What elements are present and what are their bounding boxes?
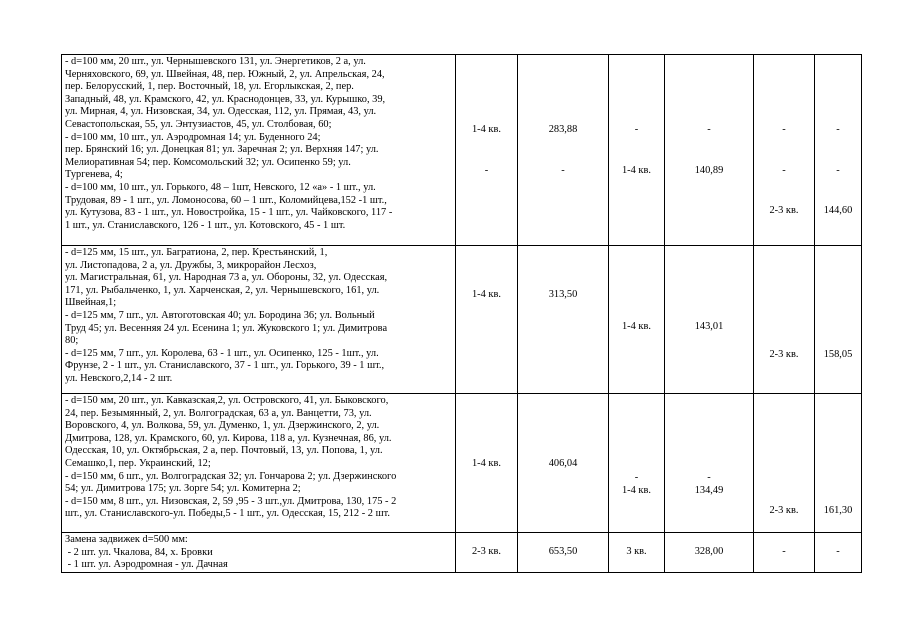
description-line: ул. Листопадова, 2 а, ул. Дружбы, 3, микрорайон Лесхоз,: [65, 259, 317, 271]
description-line: Севастопольская, 55, ул. Энтузиастов, 45, ул. Столбовая, 60;: [65, 118, 332, 130]
amount-value: 140,89: [694, 165, 724, 176]
period-value: 2-3 кв.: [769, 205, 799, 216]
description-line: Швейная,1;: [65, 297, 117, 309]
amount-cell: [665, 55, 754, 246]
description-line: шт., ул. Станиславского-ул. Победы,5 - 1 шт., ул. Одесская, 15, 212 - 2 шт.: [65, 508, 390, 520]
table-row: [62, 55, 862, 246]
amount-value: -: [561, 165, 565, 176]
description-line: - 2 шт. ул. Чкалова, 84, х. Бровки: [65, 546, 213, 558]
period-cell: [609, 55, 665, 246]
description-line: - d=125 мм, 7 шт., ул. Автоготовская 40; ул. Бородина 36; ул. Вольный: [65, 309, 375, 321]
description-line: - d=100 мм, 10 шт., ул. Аэродромная 14; ул. Буденного 24;: [65, 131, 321, 143]
description-line: ул. Магистральная, 61, ул. Народная 73 а, ул. Обороны, 32, ул. Одесская,: [65, 272, 388, 284]
description-line: - d=125 мм, 15 шт., ул. Багратиона, 2, пер. Крестьянский, 1,: [65, 247, 328, 258]
period-value: 1-4 кв.: [621, 485, 651, 496]
table-row: [62, 394, 862, 533]
works-table: [61, 54, 862, 573]
table-row: [62, 533, 862, 573]
amount-cell: [815, 55, 862, 246]
amount-value: 161,30: [823, 505, 853, 516]
amount-value: -: [836, 165, 840, 176]
work-description: [62, 394, 456, 533]
description-line: Западный, 48, ул. Крамского, 42, ул. Краснодонцев, 33, ул. Курышко, 39,: [65, 93, 386, 105]
work-description: [62, 533, 456, 573]
description-line: 171, ул. Рыбальченко, 1, ул. Харченская, 2, ул. Чернышевского, 161, ул.: [65, 284, 380, 296]
period-value: 1-4 кв.: [471, 124, 501, 135]
period-value: -: [782, 165, 786, 176]
amount-value: 653,50: [548, 546, 578, 557]
amount-cell: [815, 533, 862, 573]
amount-value: 144,60: [823, 205, 853, 216]
description-line: Трудовая, 89 - 1 шт., ул. Ломоносова, 60 – 1 шт., Коломийцева,152 -1 шт.,: [65, 194, 387, 206]
period-value: -: [484, 165, 489, 176]
amount-value: -: [707, 124, 711, 135]
description-line: ул. Кутузова, 83 - 1 шт., ул. Новостройка, 15 - 1 шт., ул. Чайковского, 117 -: [65, 207, 393, 219]
description-line: Фрунзе, 2 - 1 шт., ул. Станиславского, 37 - 1 шт., ул. Горького, 39 - 1 шт.,: [65, 360, 385, 372]
amount-value: 406,04: [548, 458, 578, 469]
amount-cell: [665, 394, 754, 533]
period-value: 2-3 кв.: [769, 349, 799, 360]
period-value: 1-4 кв.: [471, 458, 501, 469]
amount-value: 143,01: [694, 321, 724, 332]
description-line: Одесская, 10, ул. Октябрьская, 2 а, пер. Почтовый, 13, ул. Попова, 1, ул.: [65, 445, 383, 457]
description-line: - d=100 мм, 10 шт., ул. Горького, 48 – 1шт, Невского, 12 «а» - 1 шт., ул.: [65, 181, 376, 193]
period-cell: [609, 394, 665, 533]
period-value: -: [634, 124, 639, 135]
period-value: -: [782, 546, 786, 557]
amount-value: 134,49: [694, 485, 724, 496]
period-cell: [456, 533, 518, 573]
description-line: - 1 шт. ул. Аэродромная - ул. Дачная: [65, 559, 228, 571]
period-value: 1-4 кв.: [621, 321, 651, 332]
period-value: 1-4 кв.: [471, 289, 501, 300]
description-line: Семашко,1, пер. Украинский, 12;: [65, 457, 211, 469]
description-line: пер. Брянский 16; ул. Донецкая 81; ул. Заречная 2; ул. Верхняя 147; ул.: [65, 144, 379, 156]
period-cell: [754, 533, 815, 573]
amount-cell: [665, 533, 754, 573]
amount-cell: [518, 55, 609, 246]
amount-value: 313,50: [548, 289, 578, 300]
description-line: Черняховского, 69, ул. Швейная, 48, пер. Южный, 2, ул. Апрельская, 24,: [65, 68, 385, 80]
period-cell: [609, 246, 665, 394]
amount-value: -: [836, 546, 840, 557]
amount-cell: [815, 394, 862, 533]
period-cell: [754, 246, 815, 394]
period-value: 2-3 кв.: [769, 505, 799, 516]
description-line: - d=100 мм, 20 шт., ул. Чернышевского 131, ул. Энергетиков, 2 а, ул.: [65, 56, 366, 67]
description-line: Труд 45; ул. Весенняя 24 ул. Есенина 1; ул. Жуковского 1; ул. Димитрова: [65, 322, 388, 334]
amount-value: 158,05: [823, 349, 853, 360]
amount-cell: [518, 533, 609, 573]
period-cell: [456, 394, 518, 533]
period-cell: [456, 246, 518, 394]
amount-cell: [665, 246, 754, 394]
period-value: 2-3 кв.: [471, 546, 501, 557]
description-line: 24, пер. Безымянный, 2, ул. Волгоградская, 63 а, ул. Ванцетти, 73, ул.: [65, 407, 372, 419]
description-line: - d=150 мм, 6 шт., ул. Волгоградская 32; ул. Гончарова 2; ул. Дзержинского: [65, 470, 397, 482]
table-row: [62, 246, 862, 394]
description-line: 80;: [65, 335, 79, 347]
description-line: - d=125 мм, 7 шт., ул. Королева, 63 - 1 шт., ул. Осипенко, 125 - 1шт., ул.: [65, 347, 379, 359]
amount-value: 328,00: [694, 546, 724, 557]
period-value: -: [634, 472, 639, 483]
description-line: 54; ул. Димитрова 175; ул. Зорге 54; ул. Комитерна 2;: [65, 483, 301, 495]
work-description: [62, 55, 456, 246]
description-line: ул. Мирная, 4, ул. Низовская, 34, ул. Одесская, 112, ул. Прямая, 43, ул.: [65, 106, 377, 118]
work-description: [62, 246, 456, 394]
description-line: Тургенева, 4;: [65, 169, 123, 181]
description-line: пер. Белорусский, 1, пер. Восточный, 18, ул. Егорлыкская, 2, пер.: [65, 81, 354, 93]
amount-value: -: [836, 124, 840, 135]
amount-value: 283,88: [548, 124, 578, 135]
description-line: Мелиоративная 54; пер. Комсомольский 32; ул. Осипенко 59; ул.: [65, 156, 351, 168]
description-line: 1 шт., ул. Станиславского, 126 - 1 шт., ул. Котовского, 45 - 1 шт.: [65, 219, 346, 231]
amount-cell: [518, 394, 609, 533]
period-cell: [456, 55, 518, 246]
description-line: - d=150 мм, 20 шт., ул. Кавказская,2, ул. Островского, 41, ул. Быковского,: [65, 395, 389, 406]
period-value: -: [782, 124, 786, 135]
period-value: 1-4 кв.: [621, 165, 651, 176]
amount-cell: [815, 246, 862, 394]
period-cell: [609, 533, 665, 573]
amount-cell: [518, 246, 609, 394]
period-cell: [754, 55, 815, 246]
description-line: ул. Невского,2,14 - 2 шт.: [65, 372, 173, 384]
description-line: - d=150 мм, 8 шт., ул. Низовская, 2, 59 ,95 - 3 шт.,ул. Дмитрова, 130, 175 - 2: [65, 495, 397, 507]
description-line: Дмитрова, 128, ул. Крамского, 60, ул. Кирова, 118 а, ул. Кузнечная, 86, ул.: [65, 432, 392, 444]
period-cell: [754, 394, 815, 533]
description-line: Воровского, 4, ул. Волкова, 59, ул. Думенко, 1, ул. Дзержинского, 2, ул.: [65, 420, 380, 432]
description-line: Замена задвижек d=500 мм:: [65, 534, 188, 545]
amount-value: -: [707, 472, 711, 483]
period-value: 3 кв.: [626, 546, 647, 557]
